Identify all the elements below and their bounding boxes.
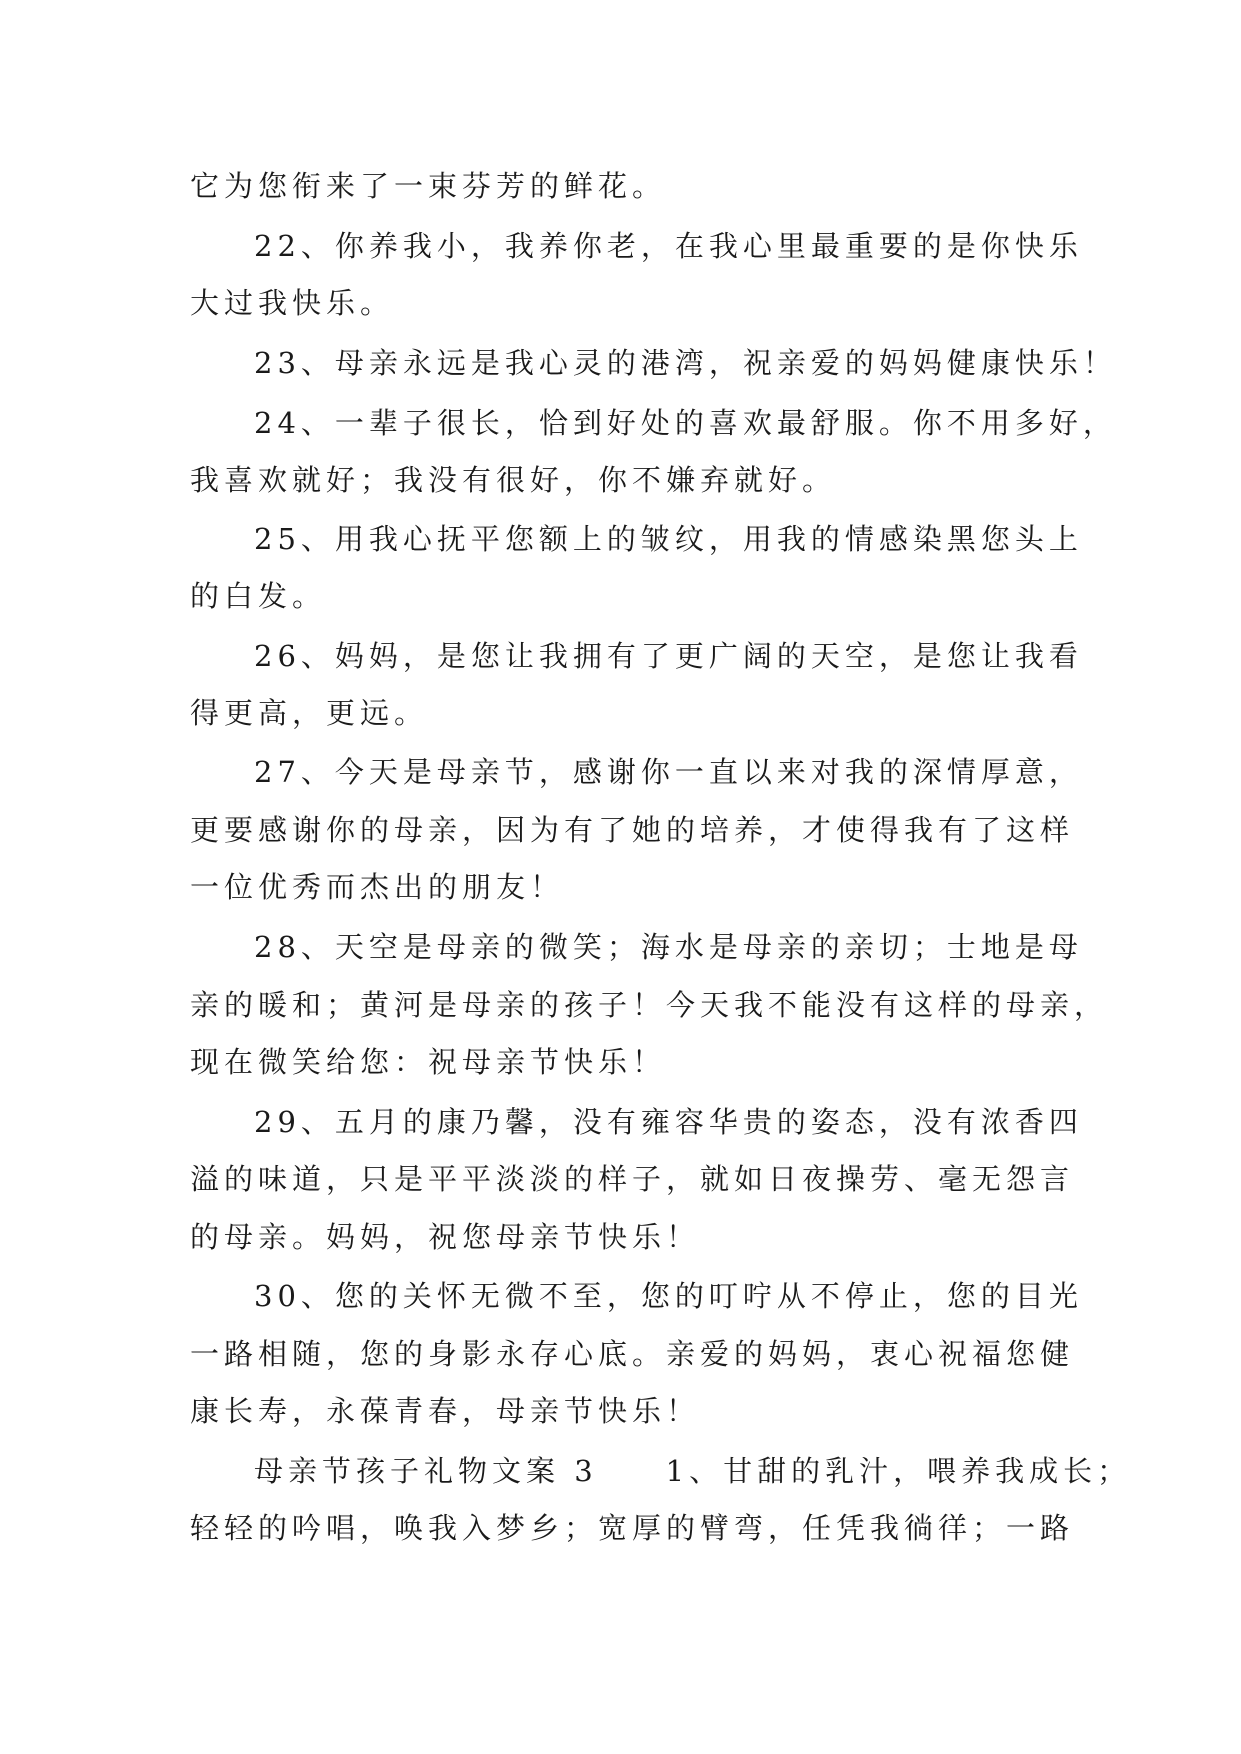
text-line: 23、母亲永远是我心灵的港湾，祝亲爱的妈妈健康快乐！: [254, 346, 1117, 380]
text-line: 一位优秀而杰出的朋友！: [190, 870, 565, 904]
section-heading-line: 母亲节孩子礼物文案 3 1、甘甜的乳汁，喂养我成长；: [254, 1454, 1132, 1488]
text-line: 29、五月的康乃馨，没有雍容华贵的姿态，没有浓香四: [254, 1105, 1083, 1139]
text-line: 我喜欢就好；我没有很好，你不嫌弃就好。: [190, 463, 837, 497]
text-line: 轻轻的吟唱，唤我入梦乡；宽厚的臂弯，任凭我徜徉；一路: [190, 1511, 1075, 1545]
text-line: 的母亲。妈妈，祝您母亲节快乐！: [190, 1220, 701, 1254]
text-line: 大过我快乐。: [190, 286, 395, 320]
text-line: 更要感谢你的母亲，因为有了她的培养，才使得我有了这样: [190, 813, 1075, 847]
text-line: 得更高，更远。: [190, 696, 429, 730]
text-line: 康长寿，永葆青春，母亲节快乐！: [190, 1394, 701, 1428]
text-line: 26、妈妈，是您让我拥有了更广阔的天空，是您让我看: [254, 639, 1083, 673]
text-line: 亲的暖和；黄河是母亲的孩子！今天我不能没有这样的母亲，: [190, 988, 1109, 1022]
text-line: 22、你养我小，我养你老，在我心里最重要的是你快乐: [254, 229, 1083, 263]
text-line: 30、您的关怀无微不至，您的叮咛从不停止，您的目光: [254, 1279, 1083, 1313]
text-line: 24、一辈子很长，恰到好处的喜欢最舒服。你不用多好，: [254, 406, 1117, 440]
text-line: 一路相随，您的身影永存心底。亲爱的妈妈，衷心祝福您健: [190, 1337, 1075, 1371]
text-line: 28、天空是母亲的微笑；海水是母亲的亲切；士地是母: [254, 930, 1083, 964]
text-line: 它为您衔来了一束芬芳的鲜花。: [190, 169, 667, 203]
text-line: 27、今天是母亲节，感谢你一直以来对我的深情厚意，: [254, 755, 1083, 789]
text-line: 现在微笑给您：祝母亲节快乐！: [190, 1045, 667, 1079]
text-line: 溢的味道，只是平平淡淡的样子，就如日夜操劳、毫无怨言: [190, 1162, 1075, 1196]
text-line: 25、用我心抚平您额上的皱纹，用我的情感染黑您头上: [254, 522, 1083, 556]
text-line: 的白发。: [190, 579, 327, 613]
